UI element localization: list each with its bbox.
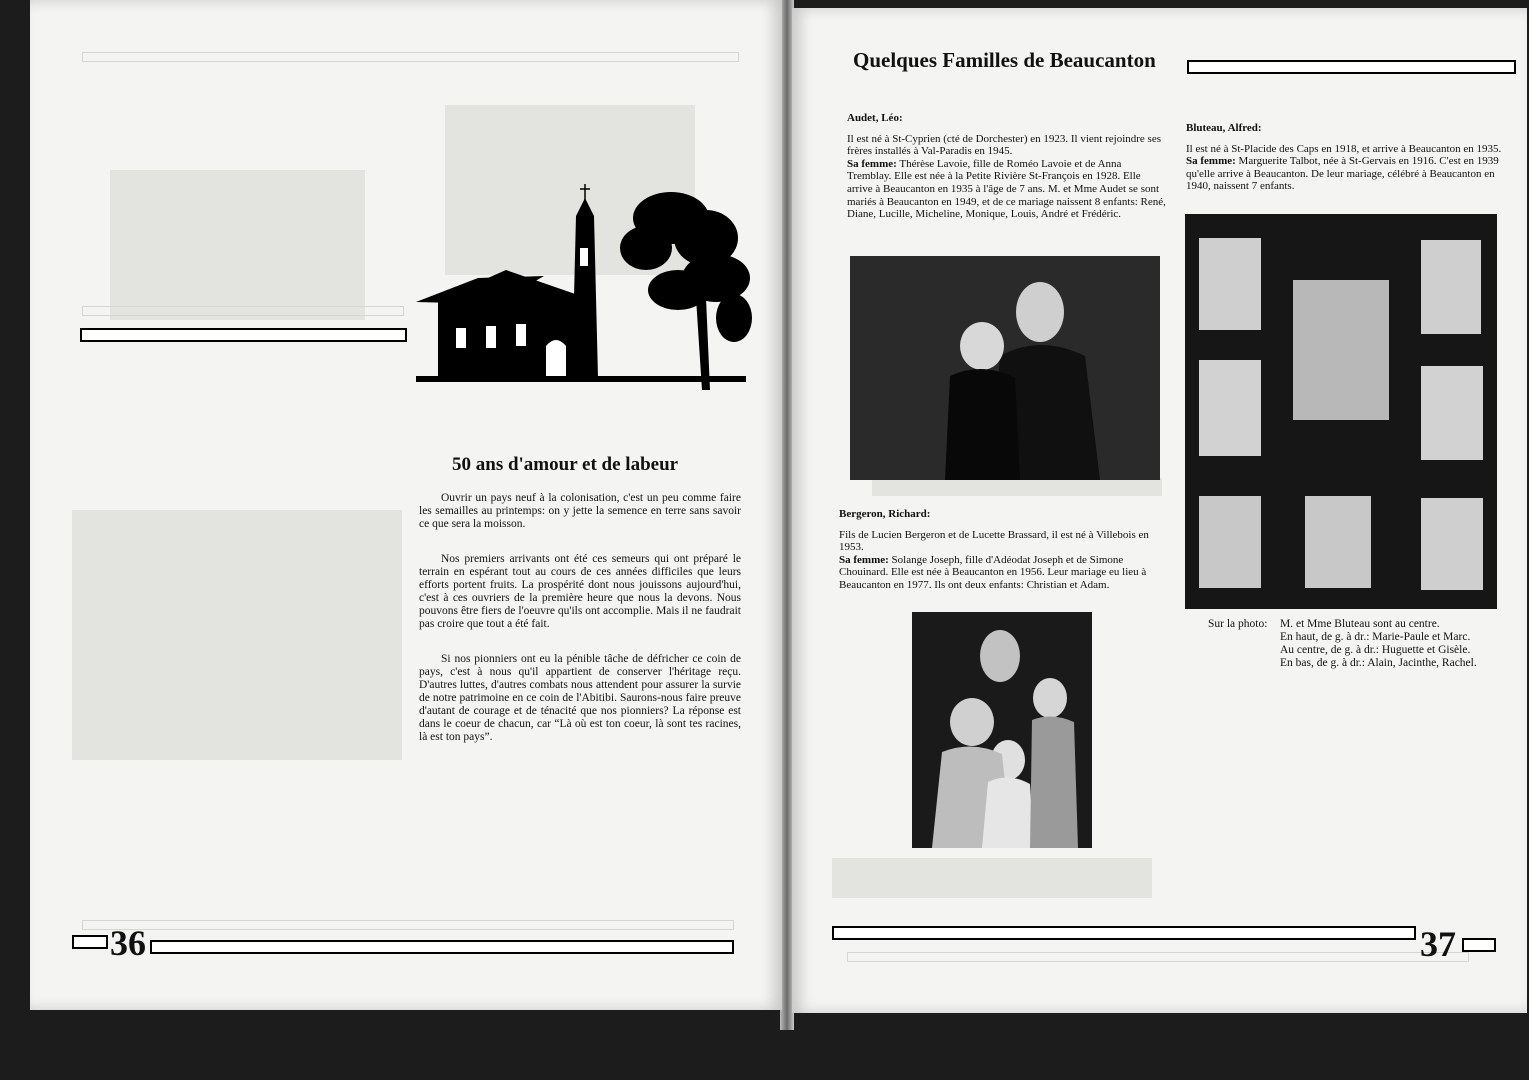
portrait-rachel <box>1421 498 1483 590</box>
tower-spire <box>576 198 594 216</box>
article-paragraph: Ouvrir un pays neuf à la colonisation, c'est un peu comme faire les semailles au printemps: on y jette la semence en terre sans savoir ce que sera la moisson. <box>419 492 741 530</box>
family-entry-bluteau <box>1186 122 1516 193</box>
church-door <box>546 340 566 378</box>
caption-row <box>1208 631 1523 644</box>
left-page <box>30 0 782 1010</box>
child-shirt <box>982 777 1034 848</box>
bleed-through-rule <box>82 52 739 62</box>
nave-window <box>516 324 526 346</box>
spouse-label: Sa femme: <box>1186 155 1236 168</box>
page-number-rule-long <box>150 940 734 954</box>
photo-audet-couple <box>850 256 1160 480</box>
article-title: 50 ans d'amour et de labeur <box>452 454 679 475</box>
page-number-rule-long <box>832 926 1416 940</box>
family-text: Il est né à St-Cyprien (cté de Dorchester) en 1923. Il vient rejoindre ses frères installés à Val-Paradis en 1945. <box>847 132 1162 158</box>
caption-row <box>1208 618 1523 631</box>
photo-bluteau-collage <box>1185 214 1497 609</box>
page-number: 37 <box>1420 924 1456 964</box>
caption-row <box>1208 644 1523 657</box>
spouse-label: Sa femme: <box>839 553 889 566</box>
bleed-through-block <box>110 170 365 320</box>
spouse-line <box>1186 155 1516 193</box>
family-text: Fils de Lucien Bergeron et de Lucette Brassard, il est né à Villebois en 1953. <box>839 528 1149 554</box>
page-number-rule-short <box>1462 938 1496 952</box>
family-name: Bergeron, Richard: <box>839 508 931 520</box>
right-page <box>792 8 1527 1013</box>
tower-window <box>580 248 588 266</box>
spouse-label: Sa femme: <box>847 157 897 170</box>
portrait-huguette <box>1199 360 1261 456</box>
caption-label: Sur la photo: <box>1208 618 1268 630</box>
family-name: Bluteau, Alfred: <box>1186 122 1262 134</box>
family-text: Il est né à St-Placide des Caps en 1918, et arrive à Beaucanton en 1935. <box>1186 142 1502 155</box>
family-name: Audet, Léo: <box>847 112 903 124</box>
page-title: Quelques Familles de Beaucanton <box>853 48 1156 72</box>
caption-row <box>1208 657 1523 670</box>
caption-line: En haut, de g. à dr.: Marie-Paule et Marc. <box>1280 631 1471 643</box>
caption-line: En bas, de g. à dr.: Alain, Jacinthe, Rachel. <box>1280 657 1477 669</box>
bleed-through-block <box>872 478 1162 496</box>
spouse-text: Thérèse Lavoie, fille de Roméo Lavoie et de Anna Tremblay. Elle est née à la Petite Rivière St-François en 1928. Elle arrive à Beaucanton en 1935 à l'âge de 7 ans. M. et Mme Audet se sont mariés à Beaucanton en 1949, et de ce mariage naissent 8 enfants: René, Diane, Lucille, Micheline, Monique, Louis, André et Frédéric. <box>847 157 1166 221</box>
man-face <box>1016 282 1064 342</box>
family-entry-bergeron <box>839 508 1164 592</box>
church-illustration <box>416 178 756 394</box>
spouse-text: Marguerite Talbot, née à St-Gervais en 1916. C'est en 1939 qu'elle arrive à Beaucanton. De leur mariage, célébré à Beaucanton en 1940, naissent 7 enfants. <box>1186 155 1499 193</box>
photo-audet-figures <box>850 256 1160 480</box>
bleed-through-block <box>72 510 402 760</box>
page-number: 36 <box>110 923 146 963</box>
ground-line <box>416 376 746 382</box>
bleed-through-block <box>832 858 1152 898</box>
article-paragraph: Si nos pionniers ont eu la pénible tâche de défricher ce coin de pays, c'est à nous qu'il appartient de conserver l'héritage reçu. D'autres luttes, d'autres combats nous attendent pour assurer la survie de notre patrimoine en ce coin de l'Abitibi. Saurons-nous faire preuve d'autant de courage et de ténacité que nos pionniers? La réponse est dans le coeur de chacun, car “Là où est ton coeur, là sont tes racines, là est ton pays”. <box>419 653 741 743</box>
father-face <box>980 630 1020 682</box>
portrait-alain <box>1199 496 1261 588</box>
nave-window <box>486 326 496 348</box>
photo-caption <box>1208 618 1523 670</box>
bleed-through-rule <box>82 920 734 930</box>
title-rule <box>1187 60 1516 74</box>
page-number-rule-short <box>72 935 108 949</box>
photo-bergeron-figures <box>912 612 1092 848</box>
portrait-jacinthe <box>1305 496 1371 588</box>
tree-foliage <box>620 192 752 342</box>
portrait-gisele <box>1421 366 1483 460</box>
child-shirt <box>1030 716 1078 848</box>
bleed-through-rule <box>82 306 404 316</box>
portrait-parents <box>1293 280 1389 420</box>
portrait-marc <box>1421 240 1481 334</box>
header-rule <box>80 328 407 342</box>
child-face <box>1033 678 1067 718</box>
article-paragraph: Nos premiers arrivants ont été ces semeurs qui ont préparé le terrain en espérant tout au cours de ces années difficiles que leurs efforts portent fruits. La prospérité dont nous jouissons aujourd'hui, c'est à ces ouvriers de la première heure que nous la devons. Nous pouvons être fiers de l'oeuvre qu'ils ont accomplie. Mais il ne faudrait pas croire que tout a été fait. <box>419 553 741 630</box>
woman-dress <box>945 369 1020 480</box>
spouse-text: Solange Joseph, fille d'Adéodat Joseph et de Simone Chouinard. Elle est née à Beaucanton en 1956. Leur mariage eu lieu à Beaucanton en 1977. Ils ont deux enfants: Christian et Adam. <box>839 553 1147 591</box>
caption-line: M. et Mme Bluteau sont au centre. <box>1280 618 1440 630</box>
spouse-line <box>847 158 1167 221</box>
bleed-through-rule <box>847 952 1469 962</box>
mother-face <box>950 698 994 746</box>
photo-bergeron-family <box>912 612 1092 848</box>
nave-window <box>456 328 466 348</box>
portrait-marie-paule <box>1199 238 1261 330</box>
family-entry-audet <box>847 112 1167 221</box>
spouse-line <box>839 554 1164 592</box>
article-body <box>419 492 741 754</box>
woman-face <box>960 322 1004 370</box>
caption-line: Au centre, de g. à dr.: Huguette et Gisèle. <box>1280 644 1471 656</box>
